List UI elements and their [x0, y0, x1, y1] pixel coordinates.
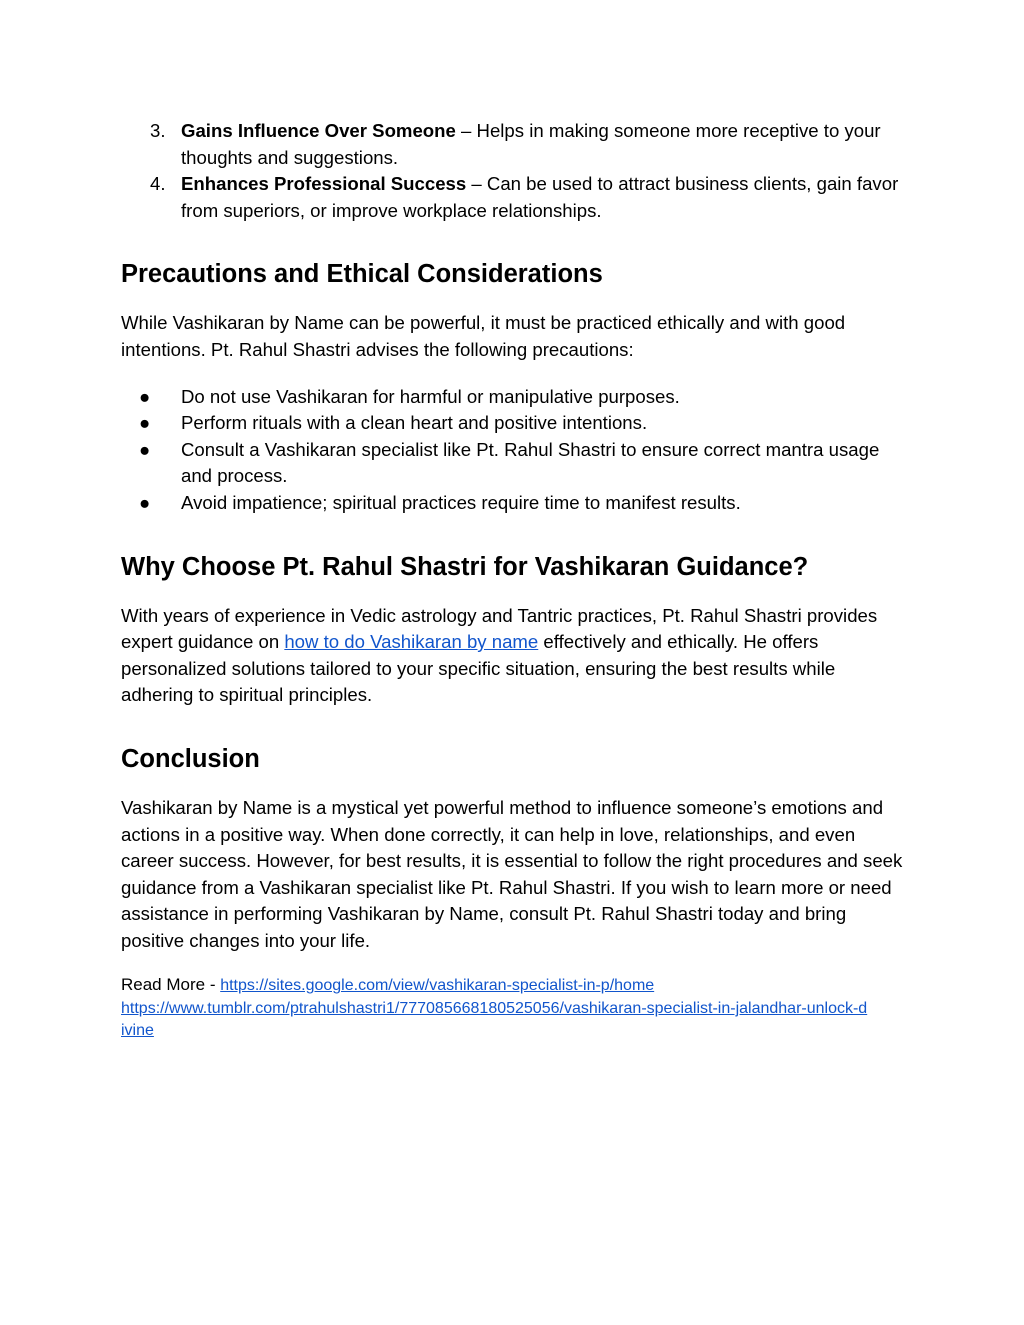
benefit-title: Gains Influence Over Someone [181, 120, 456, 141]
why-text-before: With years of experience in Vedic astrology and Tantric practices, Pt. Rahul Shastri provides expert guidance on [121, 604, 878, 653]
bullet-icon: ● [139, 491, 151, 513]
google-sites-link[interactable]: https://sites.google.com/view/vashikaran-specialist-in-p/home [220, 977, 655, 995]
benefit-title: Enhances Professional Success [181, 173, 467, 195]
conclusion-paragraph: Vashikaran by Name is a mystical yet powerful method to influence someone’s emotions and actions in a positive way. When done correctly, it can help in love, relationships, and even career success. However, for best results, it is essential to follow the right procedures and seek guidance from a Vashikaran specialist like Pt. Rahul Shastri. If you wish to learn more or need assistance in performing Vashikaran by Name, consult Pt. Rahul Shastri today and bring positive changes into your life. [121, 796, 903, 951]
benefit-text: – Helps in making someone more receptive to your thoughts and suggestions. [181, 120, 881, 168]
list-item [121, 410, 911, 437]
list-number: 4. [150, 173, 166, 195]
read-more [121, 974, 911, 1043]
document-page [121, 118, 911, 1043]
bullet-icon: ● [139, 438, 151, 460]
how-to-vashikaran-link[interactable]: how to do Vashikaran by name [284, 631, 539, 653]
list-item [121, 171, 911, 224]
list-item [121, 490, 911, 517]
section-heading-conclusion: Conclusion [121, 744, 260, 773]
list-item-text: Do not use Vashikaran for harmful or manipulative purposes. [181, 385, 680, 407]
list-item-text: Avoid impatience; spiritual practices require time to manifest results. [181, 491, 741, 513]
why-paragraph [121, 603, 911, 709]
precautions-list [121, 384, 911, 517]
section-heading-why: Why Choose Pt. Rahul Shastri for Vashikaran Guidance? [121, 552, 809, 581]
tumblr-link-continued[interactable]: ivine [121, 1022, 154, 1040]
section-heading-precautions: Precautions and Ethical Considerations [121, 260, 603, 289]
list-item-text: Consult a Vashikaran specialist like Pt. Rahul Shastri to ensure correct mantra usage and process. [181, 438, 880, 487]
list-item [121, 384, 911, 411]
tumblr-link[interactable]: https://www.tumblr.com/ptrahulshastri1/777085668180525056/vashikaran-specialist-in-jalandhar-unlock-d [121, 999, 868, 1017]
bullet-icon: ● [139, 412, 151, 434]
read-more-label: Read More - [121, 975, 221, 995]
bullet-icon: ● [139, 385, 151, 407]
benefits-list [121, 118, 911, 224]
benefit-text: – Can be used to attract business clients, gain favor from superiors, or improve workplace relationships. [181, 173, 899, 221]
list-item-text: Perform rituals with a clean heart and positive intentions. [181, 412, 648, 434]
list-item [121, 118, 911, 171]
list-item [121, 437, 911, 490]
list-number: 3. [150, 120, 166, 141]
precautions-intro: While Vashikaran by Name can be powerful, it must be practiced ethically and with good intentions. Pt. Rahul Shastri advises the following precautions: [121, 312, 846, 360]
why-text-after: effectively and ethically. He offers personalized solutions tailored to your specific situation, ensuring the best results while adhering to spiritual principles. [121, 631, 836, 706]
